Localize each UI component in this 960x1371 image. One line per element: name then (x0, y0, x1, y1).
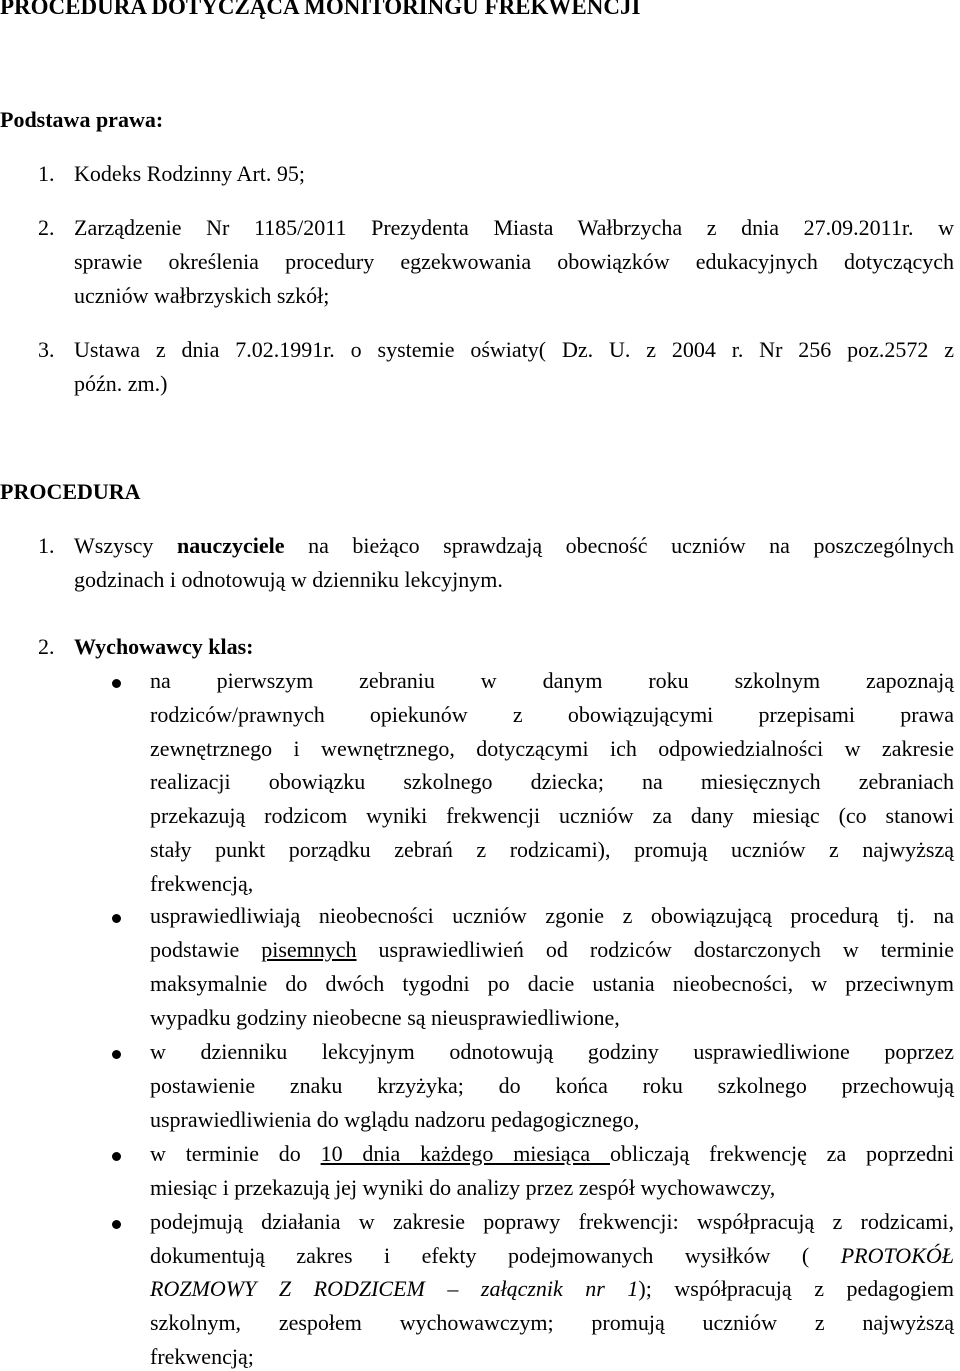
bullet-line: wypadku godziny nieobecne są nieusprawiedliwione, (150, 1005, 620, 1030)
bullet-icon (112, 1050, 121, 1059)
bullet-icon (112, 1220, 121, 1229)
bullet-line: szkolnym, zespołem wychowawczym; promują uczniów z najwyższą (150, 1310, 954, 1335)
bullet-line: ROZMOWY Z RODZICEM – załącznik nr 1); współpracują z pedagogiem (150, 1276, 955, 1301)
legal-basis-line: Kodeks Rodzinny Art. 95; (74, 161, 305, 186)
bullet-icon (112, 914, 121, 923)
list-number: 2. (38, 634, 55, 659)
bullet-icon (112, 679, 121, 688)
bullet-line: podstawie pisemnych usprawiedliwień od rodziców dostarczonych w terminie (150, 937, 955, 962)
legal-basis-line: sprawie określenia procedury egzekwowania obowiązków edukacyjnych dotyczących (74, 249, 954, 274)
bullet-line: postawienie znaku krzyżyka; do końca roku szkolnego przechowują (150, 1073, 954, 1098)
bullet-line: usprawiedliwienia do wglądu nadzoru pedagogicznego, (150, 1107, 640, 1132)
legal-basis-line: późn. zm.) (74, 371, 168, 396)
italic-text: PROTOKÓŁ (840, 1243, 954, 1268)
bullet-line: frekwencją; (150, 1344, 254, 1369)
bullet-line: zewnętrznego i wewnętrznego, dotyczącymi ich odpowiedzialności w zakresie (150, 736, 954, 761)
legal-basis-heading: Podstawa prawa: (0, 107, 164, 132)
subsection-heading: Wychowawcy klas: (74, 634, 254, 659)
bullet-line: podejmują działania w zakresie poprawy frekwencji: współpracują z rodzicami, (150, 1209, 954, 1234)
procedure-heading: PROCEDURA (0, 479, 141, 504)
bullet-line: rodziców/prawnych opiekunów z obowiązującymi przepisami prawa (150, 702, 954, 727)
procedure-line: godzinach i odnotowują w dzienniku lekcyjnym. (74, 567, 503, 592)
bullet-line: stały punkt porządku zebrań z rodzicami), promują uczniów z najwyższą (150, 837, 954, 862)
bullet-line: na pierwszym zebraniu w danym roku szkolnym zapoznają (150, 668, 954, 693)
bullet-line: miesiąc i przekazują jej wyniki do analizy przez zespół wychowawczy, (150, 1175, 776, 1200)
bullet-line: maksymalnie do dwóch tygodni po dacie ustania nieobecności, w przeciwnym (150, 971, 954, 996)
list-number: 1. (38, 533, 55, 558)
bullet-line: w dzienniku lekcyjnym odnotowują godziny usprawiedliwione poprzez (150, 1039, 954, 1064)
bold-text: nauczyciele (176, 533, 285, 558)
list-number: 2. (38, 215, 55, 240)
bullet-line: usprawiedliwiają nieobecności uczniów zgonie z obowiązującą procedurą tj. na (150, 903, 954, 928)
legal-basis-line: Zarządzenie Nr 1185/2011 Prezydenta Miasta Wałbrzycha z dnia 27.09.2011r. w (74, 215, 954, 240)
bullet-icon (112, 1152, 121, 1161)
bullet-line: dokumentują zakres i efekty podejmowanych wysiłków ( PROTOKÓŁ (150, 1243, 954, 1268)
italic-text: ROZMOWY Z RODZICEM – załącznik nr 1 (150, 1276, 639, 1301)
underlined-text: 10 dnia każdego miesiąca (320, 1141, 610, 1166)
bullet-line: realizacji obowiązku szkolnego dziecka; na miesięcznych zebraniach (150, 769, 954, 794)
bullet-line: w terminie do 10 dnia każdego miesiąca obliczają frekwencję za poprzedni (150, 1141, 954, 1166)
legal-basis-line: uczniów wałbrzyskich szkół; (74, 283, 330, 308)
list-number: 3. (38, 337, 55, 362)
page-title: PROCEDURA DOTYCZĄCA MONITORINGU FREKWENCJI (0, 0, 641, 19)
list-number: 1. (38, 161, 55, 186)
bullet-line: przekazują rodzicom wyniki frekwencji uczniów za dany miesiąc (co stanowi (150, 803, 954, 828)
bullet-line: frekwencją, (150, 871, 254, 896)
legal-basis-line: Ustawa z dnia 7.02.1991r. o systemie oświaty( Dz. U. z 2004 r. Nr 256 poz.2572 z (74, 337, 954, 362)
underlined-text: pisemnych (261, 937, 357, 962)
procedure-line: Wszyscy nauczyciele na bieżąco sprawdzają obecność uczniów na poszczególnych (74, 533, 954, 558)
